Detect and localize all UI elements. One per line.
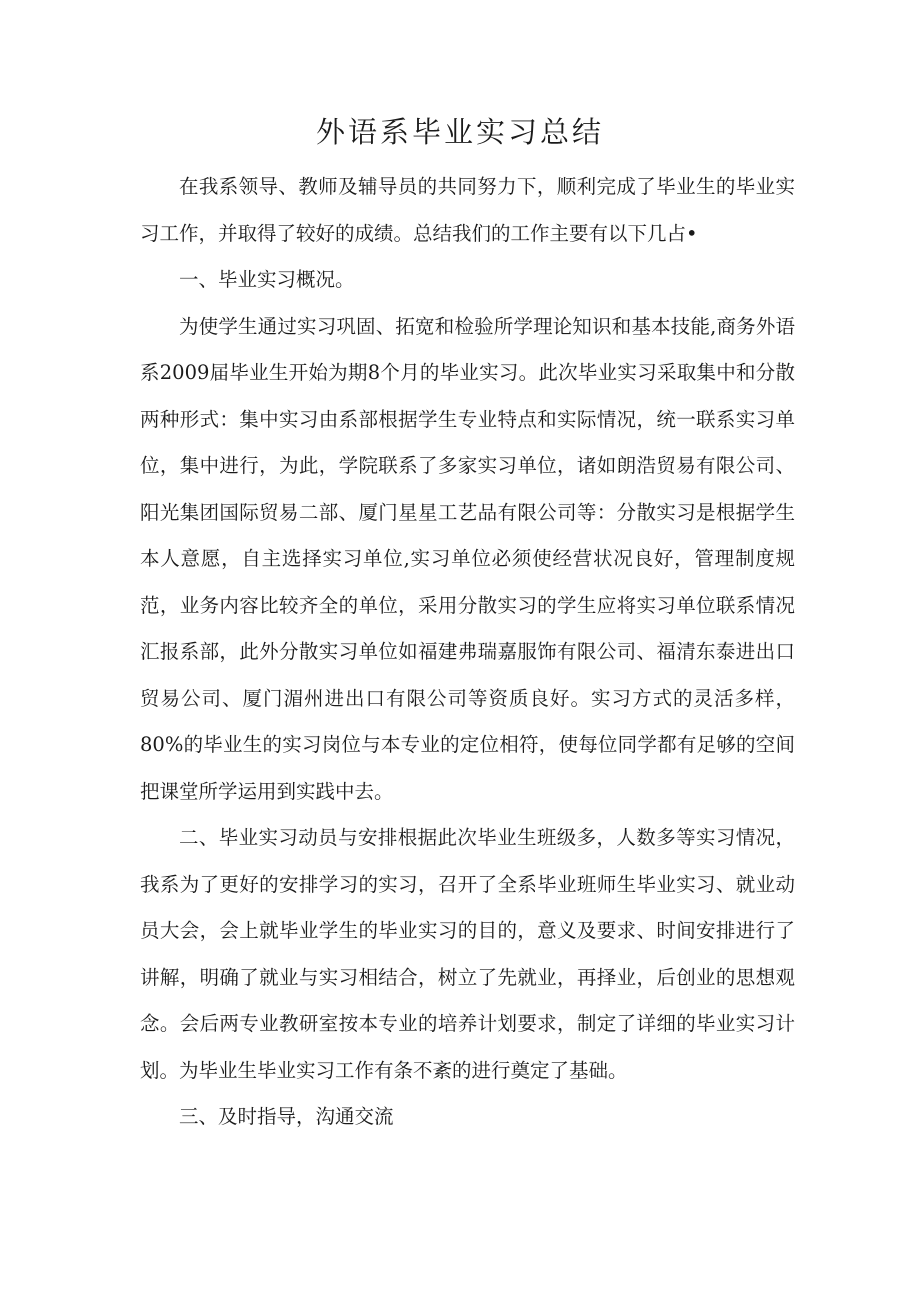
- paragraph-intro: 在我系领导、教师及辅导员的共同努力下，顺利完成了毕业生的毕业实习工作，并取得了较好的成绩。总结我们的工作主要有以下几占•: [140, 175, 795, 245]
- section-heading-guidance: 三、及时指导，沟通交流: [179, 1105, 394, 1128]
- document-body: [140, 164, 795, 1141]
- section-heading-overview: 一、毕业实习概况。: [179, 268, 355, 291]
- paragraph-overview: 为使学生通过实习巩固、拓宽和检验所学理论知识和基本技能,商务外语系2009届毕业生开始为期8个月的毕业实习。此次毕业实习采取集中和分散两种形式：集中实习由系部根据学生专业特点和实际情况，统一联系实习单位，集中进行，为此，学院联系了多家实习单位，诸如朗浩贸易有限公司、阳光集团国际贸易二部、厦门星星工艺品有限公司等：分散实习是根据学生本人意愿，自主选择实习单位,实习单位必须使经营状况良好，管理制度规范，业务内容比较齐全的单位，采用分散实习的学生应将实习单位联系情况汇报系部，此外分散实习单位如福建弗瑞嘉服饰有限公司、福清东泰进出口贸易公司、厦门湄州进出口有限公司等资质良好。实习方式的灵活多样，80%的毕业生的实习岗位与本专业的定位相符，使每位同学都有足够的空间把课堂所学运用到实践中去。: [140, 314, 795, 803]
- document-title: 外语系毕业实习总结: [315, 115, 604, 149]
- paragraph-mobilization: 二、毕业实习动员与安排根据此次毕业生班级多，人数多等实习情况，我系为了更好的安排学习的实习，召开了全系毕业班师生毕业实习、就业动员大会，会上就毕业学生的毕业实习的目的，意义及要求、时间安排进行了讲解，明确了就业与实习相结合，树立了先就业，再择业，后创业的思想观念。会后两专业教研室按本专业的培养计划要求，制定了详细的毕业实习计划。为毕业生毕业实习工作有条不紊的进行奠定了基础。: [140, 826, 795, 1082]
